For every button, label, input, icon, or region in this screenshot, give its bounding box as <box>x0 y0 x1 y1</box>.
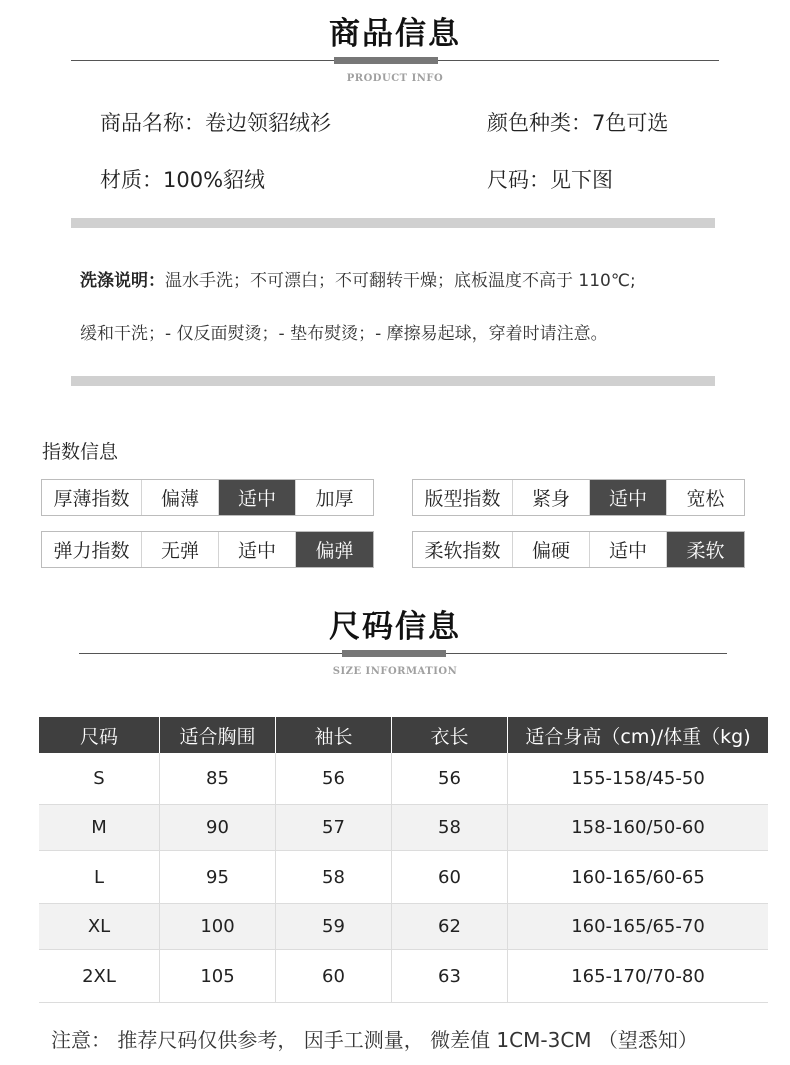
table-cell: 160-165/65-70 <box>508 904 769 950</box>
index-option: 偏薄 <box>142 480 219 515</box>
table-cell: 165-170/70-80 <box>508 950 769 1003</box>
table-cell: 60 <box>276 950 392 1003</box>
size-note: 注意： 推荐尺码仅供参考， 因手工测量， 微差值 1CM-3CM （望悉知） <box>51 1028 698 1052</box>
wash-text-1: 温水手洗；不可漂白；不可翻转干燥；底板温度不高于 110℃; <box>165 271 636 291</box>
table-row <box>39 851 768 904</box>
index-row-fit <box>412 479 745 516</box>
size-table-body <box>39 753 768 1003</box>
product-material: 材质：100%貂绒 <box>100 168 266 192</box>
product-colors: 颜色种类：7色可选 <box>487 111 669 135</box>
size-table-header <box>39 717 768 753</box>
table-cell: 105 <box>160 950 276 1003</box>
table-cell: S <box>39 753 160 805</box>
product-size: 尺码：见下图 <box>487 168 613 192</box>
table-row <box>39 950 768 1003</box>
index-option: 适中 <box>219 532 296 567</box>
table-cell: L <box>39 851 160 904</box>
table-cell: XL <box>39 904 160 950</box>
index-heading: 指数信息 <box>42 441 119 463</box>
table-cell: 155-158/45-50 <box>508 753 769 805</box>
table-cell: 63 <box>392 950 508 1003</box>
table-cell: 160-165/60-65 <box>508 851 769 904</box>
table-cell: 60 <box>392 851 508 904</box>
index-row-softness <box>412 531 745 568</box>
size-table-header-cell: 衣长 <box>392 717 508 753</box>
index-option: 加厚 <box>315 488 354 510</box>
table-cell: 95 <box>160 851 276 904</box>
index-option: 偏硬 <box>513 532 590 567</box>
index-option: 无弹 <box>142 532 219 567</box>
size-info-subtitle: SIZE INFORMATION <box>332 666 458 677</box>
table-cell: 85 <box>160 753 276 805</box>
index-option: 紧身 <box>513 480 590 515</box>
product-info-divider-accent <box>334 57 438 64</box>
product-name: 商品名称：卷边领貂绒衫 <box>100 111 331 135</box>
size-table-header-cell: 适合身高（cm)/体重（kg) <box>508 717 769 753</box>
table-cell: 57 <box>276 805 392 851</box>
size-info-divider-accent <box>342 650 446 657</box>
index-option: 适中 <box>590 532 667 567</box>
wash-instructions-line1 <box>80 266 636 291</box>
size-table-header-cell: 适合胸围 <box>160 717 276 753</box>
table-cell: 62 <box>392 904 508 950</box>
table-cell: 2XL <box>39 950 160 1003</box>
table-cell: 100 <box>160 904 276 950</box>
index-label: 版型指数 <box>413 480 513 515</box>
product-info-subtitle: PRODUCT INFO <box>346 73 444 84</box>
wash-label: 洗涤说明： <box>80 271 165 291</box>
size-table-header-cell: 袖长 <box>276 717 392 753</box>
index-option-selected: 适中 <box>219 480 296 515</box>
index-option-selected: 柔软 <box>667 532 744 567</box>
table-cell: 158-160/50-60 <box>508 805 769 851</box>
index-label: 厚薄指数 <box>42 480 142 515</box>
size-info-title: 尺码信息 <box>329 609 461 645</box>
index-option-selected: 适中 <box>590 480 667 515</box>
table-row <box>39 805 768 851</box>
table-cell: 58 <box>392 805 508 851</box>
product-info-title: 商品信息 <box>329 16 461 52</box>
table-cell: 56 <box>276 753 392 805</box>
index-row-elasticity <box>41 531 374 568</box>
index-option: 宽松 <box>686 488 725 510</box>
table-cell: M <box>39 805 160 851</box>
table-cell: 59 <box>276 904 392 950</box>
section-separator-top <box>71 218 715 228</box>
wash-instructions-line2: 缓和干洗；- 仅反面熨烫；- 垫布熨烫；- 摩擦易起球，穿着时请注意。 <box>80 324 608 344</box>
index-label: 弹力指数 <box>42 532 142 567</box>
table-row <box>39 904 768 950</box>
table-cell: 90 <box>160 805 276 851</box>
table-cell: 58 <box>276 851 392 904</box>
section-separator-bottom <box>71 376 715 386</box>
table-cell: 56 <box>392 753 508 805</box>
index-label: 柔软指数 <box>413 532 513 567</box>
size-table-header-cell: 尺码 <box>39 717 160 753</box>
index-option-selected: 偏弹 <box>296 532 373 567</box>
index-row-thickness <box>41 479 374 516</box>
size-table <box>39 717 768 1003</box>
table-row <box>39 753 768 805</box>
